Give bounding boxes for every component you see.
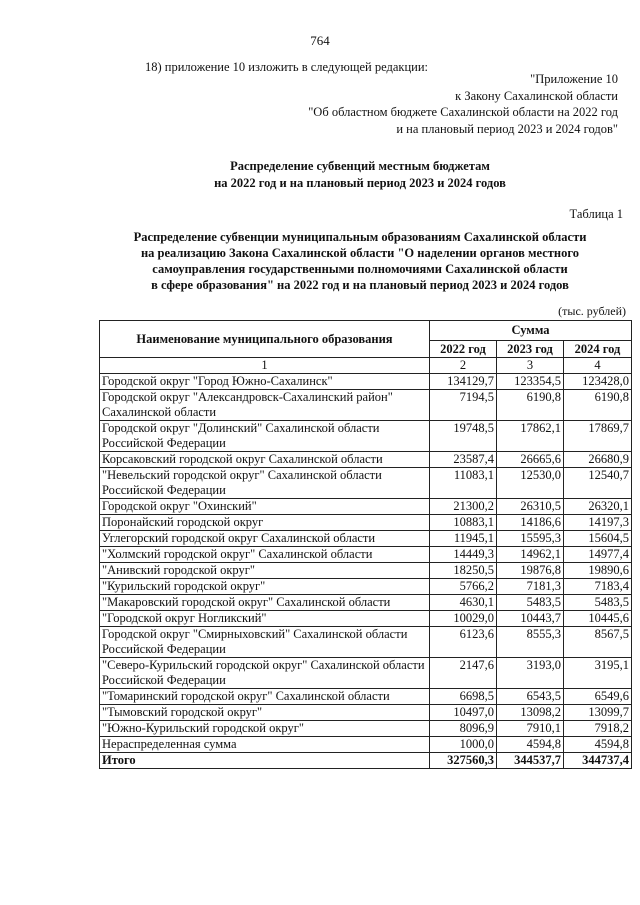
- heading-line: Распределение субвенций местным бюджетам: [230, 159, 490, 173]
- value-2024: 4594,8: [564, 737, 632, 753]
- col-header-sum: Сумма: [430, 321, 632, 341]
- table-row: [100, 421, 632, 452]
- value-2022: 6698,5: [430, 689, 497, 705]
- value-2023: 26310,5: [497, 499, 564, 515]
- value-2023: 4594,8: [497, 737, 564, 753]
- table-row: [100, 627, 632, 658]
- value-2024: 7918,2: [564, 721, 632, 737]
- municipality-name: "Северо-Курильский городской округ" Сахалинской области Российской Федерации: [100, 658, 430, 689]
- appendix-line: "Об областном бюджете Сахалинской области на 2022 год: [308, 105, 618, 119]
- appendix-line: к Закону Сахалинской области: [455, 88, 618, 103]
- value-2022: 1000,0: [430, 737, 497, 753]
- value-2023: 3193,0: [497, 658, 564, 689]
- municipality-name: Городской округ "Охинский": [100, 499, 430, 515]
- table-row: [100, 531, 632, 547]
- value-2024: 10445,6: [564, 611, 632, 627]
- appendix-reference: [308, 71, 618, 137]
- col-index: 4: [564, 358, 632, 374]
- value-2023: 26665,6: [497, 452, 564, 468]
- value-2023: 7181,3: [497, 579, 564, 595]
- value-2024: 6190,8: [564, 390, 632, 421]
- municipality-name: "Тымовский городской округ": [100, 705, 430, 721]
- table-row: [100, 452, 632, 468]
- value-2022: 5766,2: [430, 579, 497, 595]
- table-row: [100, 595, 632, 611]
- municipality-name: "Южно-Курильский городской округ": [100, 721, 430, 737]
- value-2024: 7183,4: [564, 579, 632, 595]
- subvention-table: [99, 320, 632, 769]
- table-row: [100, 563, 632, 579]
- value-2023: 10443,7: [497, 611, 564, 627]
- col-index: 2: [430, 358, 497, 374]
- unit-label: (тыс. рублей): [558, 304, 626, 318]
- value-2022: 10497,0: [430, 705, 497, 721]
- table-row: [100, 611, 632, 627]
- document-heading: [0, 158, 640, 191]
- col-header-2023: 2023 год: [497, 341, 564, 358]
- table-row: [100, 547, 632, 563]
- subtitle-line: на реализацию Закона Сахалинской области "О наделении органов местного: [140, 246, 579, 260]
- municipality-name: Нераспределенная сумма: [100, 737, 430, 753]
- heading-line: на 2022 год и на плановый период 2023 и 2024 годов: [214, 175, 506, 190]
- municipality-name: "Макаровский городской округ" Сахалинской области: [100, 595, 430, 611]
- value-2023: 15595,3: [497, 531, 564, 547]
- value-2022: 4630,1: [430, 595, 497, 611]
- value-2022: 11945,1: [430, 531, 497, 547]
- value-2024: 5483,5: [564, 595, 632, 611]
- table-row: [100, 705, 632, 721]
- value-2023: 6543,5: [497, 689, 564, 705]
- value-2023: 8555,3: [497, 627, 564, 658]
- table-row: [100, 515, 632, 531]
- table-row: [100, 721, 632, 737]
- value-2023: 17862,1: [497, 421, 564, 452]
- value-2022: 21300,2: [430, 499, 497, 515]
- value-2024: 14197,3: [564, 515, 632, 531]
- col-index: 3: [497, 358, 564, 374]
- municipality-name: Городской округ "Александровск-Сахалинский район" Сахалинской области: [100, 390, 430, 421]
- table-row: [100, 499, 632, 515]
- subtitle-line: в сфере образования" на 2022 год и на плановый период 2023 и 2024 годов: [151, 278, 569, 292]
- col-header-2022: 2022 год: [430, 341, 497, 358]
- value-2024: 123428,0: [564, 374, 632, 390]
- subtitle-line: самоуправления государственными полномочиями Сахалинской области: [152, 262, 568, 276]
- municipality-name: Городской округ "Город Южно-Сахалинск": [100, 374, 430, 390]
- value-2024: 12540,7: [564, 468, 632, 499]
- value-2022: 10029,0: [430, 611, 497, 627]
- value-2024: 6549,6: [564, 689, 632, 705]
- municipality-name: Углегорский городской округ Сахалинской области: [100, 531, 430, 547]
- municipality-name: "Томаринский городской округ" Сахалинской области: [100, 689, 430, 705]
- value-2024: 26320,1: [564, 499, 632, 515]
- col-header-2024: 2024 год: [564, 341, 632, 358]
- value-2024: 19890,6: [564, 563, 632, 579]
- municipality-name: "Городской округ Ногликский": [100, 611, 430, 627]
- value-2022: 134129,7: [430, 374, 497, 390]
- table-row: [100, 579, 632, 595]
- appendix-line: и на плановый период 2023 и 2024 годов": [396, 121, 618, 136]
- page-number: 764: [310, 33, 330, 48]
- value-2023: 6190,8: [497, 390, 564, 421]
- value-2023: 14962,1: [497, 547, 564, 563]
- value-2022: 23587,4: [430, 452, 497, 468]
- col-index: 1: [100, 358, 430, 374]
- value-2023: 7910,1: [497, 721, 564, 737]
- subtitle-line: Распределение субвенции муниципальным образованиям Сахалинской области: [133, 230, 587, 244]
- value-2023: 14186,6: [497, 515, 564, 531]
- value-2024: 15604,5: [564, 531, 632, 547]
- table-row: [100, 468, 632, 499]
- value-2023: 123354,5: [497, 374, 564, 390]
- table-label: Таблица 1: [569, 207, 623, 221]
- value-2022: 6123,6: [430, 627, 497, 658]
- municipality-name: Городской округ "Смирныховский" Сахалинской области Российской Федерации: [100, 627, 430, 658]
- municipality-name: "Курильский городской округ": [100, 579, 430, 595]
- municipality-name: "Невельский городской округ" Сахалинской области Российской Федерации: [100, 468, 430, 499]
- appendix-line: "Приложение 10: [530, 72, 618, 86]
- value-2024: 8567,5: [564, 627, 632, 658]
- table-row: [100, 689, 632, 705]
- municipality-name: Корсаковский городской округ Сахалинской области: [100, 452, 430, 468]
- value-2024: 3195,1: [564, 658, 632, 689]
- value-2022: 19748,5: [430, 421, 497, 452]
- total-label: Итого: [100, 753, 430, 769]
- value-2024: 14977,4: [564, 547, 632, 563]
- value-2022: 11083,1: [430, 468, 497, 499]
- table-row: [100, 374, 632, 390]
- value-2023: 13098,2: [497, 705, 564, 721]
- value-2022: 2147,6: [430, 658, 497, 689]
- value-2024: 17869,7: [564, 421, 632, 452]
- total-2024: 344737,4: [564, 753, 632, 769]
- intro-paragraph: 18) приложение 10 изложить в следующей редакции:: [145, 60, 428, 74]
- value-2022: 8096,9: [430, 721, 497, 737]
- table-row: [100, 390, 632, 421]
- value-2024: 13099,7: [564, 705, 632, 721]
- municipality-name: "Холмский городской округ" Сахалинской области: [100, 547, 430, 563]
- col-header-name: Наименование муниципального образования: [100, 321, 430, 358]
- value-2022: 18250,5: [430, 563, 497, 579]
- municipality-name: Поронайский городской округ: [100, 515, 430, 531]
- table-row: [100, 658, 632, 689]
- total-2022: 327560,3: [430, 753, 497, 769]
- table-row: [100, 737, 632, 753]
- municipality-name: "Анивский городской округ": [100, 563, 430, 579]
- value-2024: 26680,9: [564, 452, 632, 468]
- table-subtitle: [0, 229, 640, 293]
- value-2022: 10883,1: [430, 515, 497, 531]
- value-2023: 12530,0: [497, 468, 564, 499]
- municipality-name: Городской округ "Долинский" Сахалинской области Российской Федерации: [100, 421, 430, 452]
- value-2022: 14449,3: [430, 547, 497, 563]
- value-2023: 5483,5: [497, 595, 564, 611]
- total-row: [100, 753, 632, 769]
- value-2022: 7194,5: [430, 390, 497, 421]
- total-2023: 344537,7: [497, 753, 564, 769]
- value-2023: 19876,8: [497, 563, 564, 579]
